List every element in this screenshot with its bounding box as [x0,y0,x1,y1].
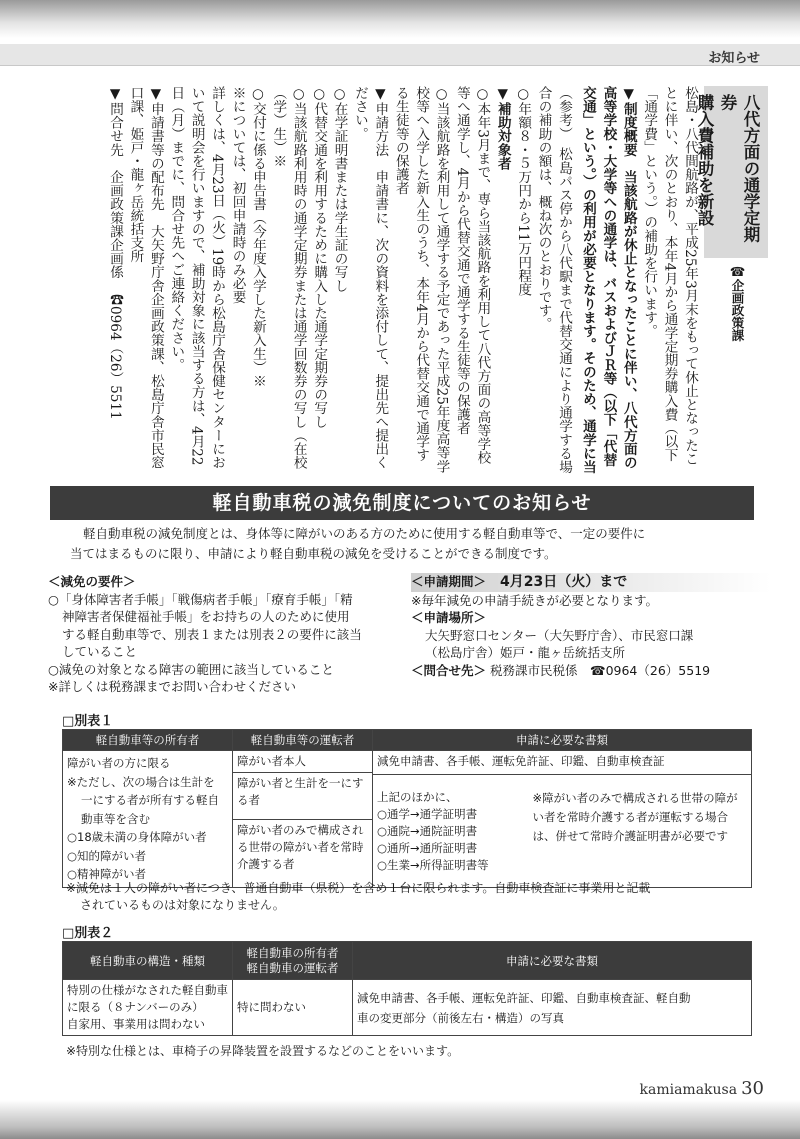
article-paragraph: ▼申請方法 申請書に、次の資料を添付して、提出先へ提出ください。 [351,86,389,470]
place-value: 大矢野窓口センター（大矢野庁舎）、市民窓口課 [425,627,694,643]
docs-extra-line: ○通院→通院証明書 [377,824,478,839]
page-number: 30 [741,1078,764,1099]
owner-line: ○知的障がい者 [67,848,147,863]
table-row [63,980,752,1036]
period-value: 4月23日（火）まで [500,574,628,590]
article-title-line1: 八代方面の通学定期券 [718,94,760,243]
owner-line: ○精神障がい者 [67,867,147,881]
table-cell-docs [353,980,752,1036]
driver-item: 障がい者のみで構成される世帯の障がい者を常時介護する者 [237,823,364,871]
table-cell-driver [233,751,373,888]
table-header-cell [233,942,353,980]
requirement-note: ※詳しくは税務課までお問い合わせください [48,679,296,694]
requirement-item: ○減免の対象となる障害の範囲に該当していること [48,661,334,677]
article-col-1 [578,86,700,474]
table-cell-structure [63,980,233,1036]
section-label: お知らせ [708,51,760,66]
article-col-rest [46,86,574,474]
article-paragraph: ○当該航路を利用して通学する予定であった平成25年度高等学校等へ入学した新入生のうち、本年4月から代替交通で通学する生徒等の保護者 [392,86,450,473]
structure-line: に限る（８ナンバーのみ） [67,1000,204,1014]
table-header-row [63,730,752,751]
requirement-item: する軽自動車等で、別表１または別表２の要件に該当 [62,626,362,642]
table-header-row [63,942,752,980]
article-paragraph: ○年額８・５万円から11万円程度 [515,86,532,297]
header-line: 軽自動車の所有者 [246,945,339,960]
top-gradient-band [0,0,800,38]
ferry-subsidy-article [36,86,768,474]
tax-intro [70,524,750,564]
article-paragraph: ○代替交通を利用するために購入した通学定期券の写し [311,86,328,429]
section-header-bar [0,44,800,66]
driver-item: 障がい者本人 [233,751,372,773]
footnote-line: されているものは対象になりません。 [80,898,285,912]
table-header-cell: 申請に必要な書類 [353,942,752,980]
tax-intro-line: 当てはまるものに限り、申請により軽自動車税の減免を受けることができる制度です。 [70,546,557,561]
requirements-header: ＜減免の要件＞ [48,574,136,589]
requirement-item: していること [62,644,138,659]
owner-line: 一にする者が所有する軽自 [81,793,219,807]
article-paragraph: ▼問合せ先 企画政策課企画係 ☎0964（26）5511 [107,86,124,420]
requirement-item: 神障害者保健福祉手帳」をお持ちの人のために使用 [62,609,350,624]
article-paragraph: ○本年3月まで、専ら当該航路を利用して八代方面の高等学校等へ通学し、4月から代替交通で通学する生徒等の保護者 [453,86,491,465]
table-header-cell: 軽自動車の構造・種類 [63,942,233,980]
article-title-line2: 購入費補助を新設 [695,94,714,226]
article-paragraph: 松島・八代間航路が、平成25年3月末をもって休止となったことに伴い、次のとおり、本年4月から通学定期券購入費（以下「通学費」という。）の補助を行います。 [641,86,698,466]
period-note: ※毎年減免の申請手続きが必要となります。 [411,592,658,608]
table1-footnote [66,880,756,914]
tax-banner: 軽自動車税の減免制度についてのお知らせ [50,486,754,520]
article-paragraph: ○在学証明書または学生証の写し [331,86,348,293]
owner-line: ○18歳未満の身体障がい者 [67,830,207,844]
period-label: ＜申請期間＞ [411,574,487,589]
docs-line: 車の変更部分（前後左右・構造）の写真 [357,1010,564,1025]
owner-line: ※ただし、次の場合は生計を [67,774,215,789]
table-cell-owner: 特に問わない [233,980,353,1036]
table-cell-docs-extra [373,775,523,887]
docs-line: 減免申請書、各手帳、運転免許証、印鑑、自動車検査証、軽自動 [357,990,691,1005]
structure-line: 特別の仕様がなされた軽自動車 [67,983,228,997]
table-row [63,751,752,775]
table-header-cell: 軽自動車等の所有者 [63,730,233,751]
driver-item: 障がい者と生計を一にする者 [233,773,372,820]
article-title-box [695,86,768,258]
article-paragraph: ○当該航路利用時の通学定期券または通学回数券の写し（在校（学）生）※ [270,86,307,470]
owner-line: 動車等を含む [81,811,150,826]
table-cell-owner [63,751,233,888]
requirements-block [48,573,393,696]
article-paragraph: ▼制度概要 当該航路が休止となったことに伴い、八代方面の高等学校・大学等への通学は、バスおよびＪＲ等（以下「代替交通」という。）の利用が必要となります。そのため、通学に当 [579,86,637,474]
contact-value: 税務課市民税係 ☎0964（26）5519 [490,662,711,678]
place-label: ＜申請場所＞ [411,610,487,625]
table-header-cell: 申請に必要な書類 [373,730,752,751]
bottom-gradient-band [0,1100,800,1139]
article-paragraph: ▼申請書等の配布先 大矢野庁舎企画政策課、松島庁舎市民窓口課、姫戸・龍ヶ岳統括支所 [127,86,164,470]
table-cell-docs-basic: 減免申請書、各手帳、運転免許証、印鑑、自動車検査証 [373,751,752,775]
article-paragraph: （参考） 松島パス停から八代駅まで代替交通により通学する場合の補助の額は、概ね次のとおりです。 [535,86,572,474]
place-value: （松島庁舎）姫戸・龍ヶ岳統括支所 [425,645,626,660]
header-line: 軽自動車の運転者 [246,960,339,975]
contact-label: ＜問合せ先＞ [411,662,487,678]
article-paragraph: 詳しくは、4月23日（火）19時から松島庁舎保健センターにおいて説明会を行いますので、補助対象に該当する方は、4月22日（月）までに、問合せ先へご連絡ください。 [168,86,226,470]
article-paragraph: ※については、初回申請時のみ必要 [229,86,246,304]
footnote-line: ※減免は１人の障がい者につき、普通自動車（県税）を含め１台に限られます。自動車検査証に事業用と記載 [66,881,651,895]
table-header-cell: 軽自動車等の運転者 [233,730,373,751]
requirement-item: ○「身体障害者手帳」「戦傷病者手帳」「療育手帳」「精 [48,591,353,607]
tax-intro-line: 軽自動車税の減免制度とは、身体等に障がいのある方のために使用する軽自動車等で、一定の要件に [83,526,646,541]
table2-footnote: ※特別な仕様とは、車椅子の昇降装置を設置するなどのことをいいます。 [66,1044,460,1058]
docs-extra-line: 上記のほかに、 [377,790,458,805]
table-cell-docs-note: ※障がい者のみで構成される世帯の障がい者を常時介護する者が運転する場合は、併せて常時介護証明書が必要です [523,775,752,887]
application-info-block [411,573,771,679]
article-paragraph: ○交付に係る申告書（今年度入学した新入生）※ [249,86,266,388]
article-subheading: ▼補助対象者 [494,86,511,170]
article-department: ☎企画政策課 [730,264,745,342]
application-period-row [411,573,771,592]
docs-extra-line: ○生業→所得証明書等 [377,858,489,873]
docs-extra-line: ○通学→通学証明書 [377,807,478,822]
structure-line: 自家用、事業用は問わない [67,1017,205,1031]
table2-label: □別表２ [62,926,114,941]
table2 [62,941,752,1036]
brand-name: kamiamakusa [639,1082,738,1098]
owner-line: 障がい者の方に限る [67,756,171,770]
footer-brand [640,1078,765,1099]
table1-label: □別表１ [62,714,114,729]
table1 [62,729,752,888]
docs-extra-line: ○通所→通所証明書 [377,841,478,856]
